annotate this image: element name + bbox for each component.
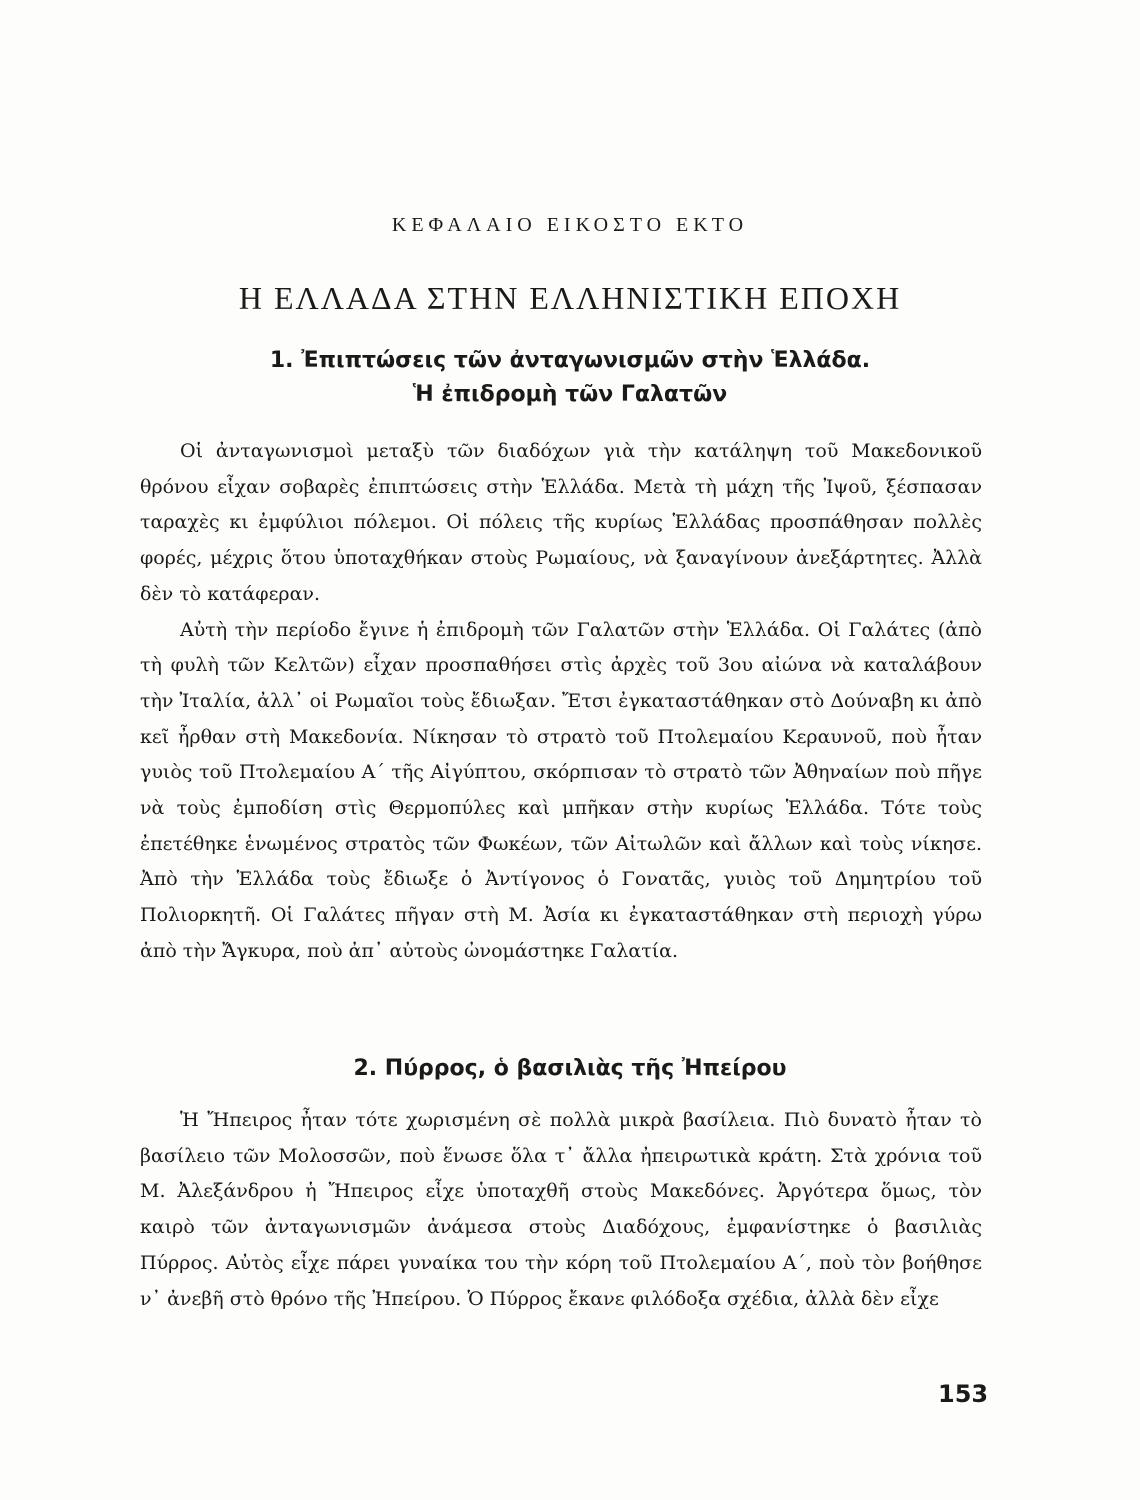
section-1-body	[140, 434, 982, 970]
page-number: 153	[938, 1380, 989, 1408]
paragraph: Αὐτὴ τὴν περίοδο ἔγινε ἡ ἐπιδρομὴ τῶν Γαλατῶν στὴν Ἑλλάδα. Οἱ Γαλάτες (ἀπὸ τὴ φυλὴ τῶν Κελτῶν) εἶχαν προσπαθήσει στὶς ἀρχὲς τοῦ 3ου αἰώνα νὰ καταλάβουν τὴν Ἰταλία, ἀλλ᾽ οἱ Ρωμαῖοι τοὺς ἔδιωξαν. Ἔτσι ἐγκαταστάθηκαν στὸ Δούναβη κι ἀπὸ κεῖ ἦρθαν στὴ Μακεδονία. Νίκησαν τὸ στρατὸ τοῦ Πτολεμαίου Κεραυνοῦ, ποὺ ἦταν γυιὸς τοῦ Πτολεμαίου Α΄ τῆς Αἰγύπτου, σκόρπισαν τὸ στρατὸ τῶν Ἀθηναίων ποὺ πῆγε νὰ τοὺς ἐμποδίση στὶς Θερμοπύλες καὶ μπῆκαν στὴν κυρίως Ἑλλάδα. Τότε τοὺς ἐπετέθηκε ἑνωμένος στρατὸς τῶν Φωκέων, τῶν Αἰτωλῶν καὶ ἄλλων καὶ τοὺς νίκησε. Ἀπὸ τὴν Ἑλλάδα τοὺς ἔδιωξε ὁ Ἀντίγονος ὁ Γονατᾶς, γυιὸς τοῦ Δημητρίου τοῦ Πολιορκητῆ. Οἱ Γαλάτες πῆγαν στὴ Μ. Ἀσία κι ἐγκαταστάθηκαν στὴ περιοχὴ γύρω ἀπὸ τὴν Ἄγκυρα, ποὺ ἀπ᾽ αὐτοὺς ὠνομάστηκε Γαλατία.	[140, 618, 982, 962]
section-2-body	[140, 1103, 982, 1317]
section-1-heading	[0, 344, 1140, 412]
chapter-label: ΚΕΦΑΛΑΙΟ ΕΙΚΟΣΤΟ ΕΚΤΟ	[391, 214, 749, 236]
section-2-heading: 2. Πύρρος, ὁ βασιλιὰς τῆς Ἠπείρου	[353, 1056, 787, 1081]
chapter-title: Η ΕΛΛΑΔΑ ΣΤΗΝ ΕΛΛΗΝΙΣΤΙΚΗ ΕΠΟΧΗ	[238, 280, 902, 316]
paragraph: Ἡ Ἤπειρος ἦταν τότε χωρισμένη σὲ πολλὰ μικρὰ βασίλεια. Πιὸ δυνατὸ ἦταν τὸ βασίλειο τῶν Μολοσσῶν, ποὺ ἕνωσε ὅλα τ᾽ ἄλλα ἠπειρωτικὰ κράτη. Στὰ χρόνια τοῦ Μ. Ἀλεξάνδρου ἡ Ἤπειρος εἶχε ὑποταχθῆ στοὺς Μακεδόνες. Ἀργότερα ὅμως, τὸν καιρὸ τῶν ἀνταγωνισμῶν ἀνάμεσα στοὺς Διαδόχους, ἐμφανίστηκε ὁ βασιλιὰς Πύρρος. Αὐτὸς εἶχε πάρει γυναίκα του τὴν κόρη τοῦ Πτολεμαίου Α΄, ποὺ τὸν βοήθησε ν᾽ ἀνεβῆ στὸ θρόνο τῆς Ἠπείρου. Ὁ Πύρρος ἔκανε φιλόδοξα σχέδια, ἀλλὰ δὲν εἶχε	[140, 1109, 982, 1310]
paragraph: Οἱ ἀνταγωνισμοὶ μεταξὺ τῶν διαδόχων γιὰ τὴν κατάληψη τοῦ Μακεδονικοῦ θρόνου εἶχαν σοβαρὲς ἐπιπτώσεις στὴν Ἑλλάδα. Μετὰ τὴ μάχη τῆς Ἰψοῦ, ξέσπασαν ταραχὲς κι ἐμφύλιοι πόλεμοι. Οἱ πόλεις τῆς κυρίως Ἑλλάδας προσπάθησαν πολλὲς φορές, μέχρις ὅτου ὑποταχθήκαν στοὺς Ρωμαίους, νὰ ξαναγίνουν ἀνεξάρτητες. Ἀλλὰ δὲν τὸ κατάφεραν.	[140, 440, 982, 605]
section-1-heading-line-2: Ἡ ἐπιδρομὴ τῶν Γαλατῶν	[412, 382, 728, 407]
section-1-heading-line-1: 1. Ἐπιπτώσεις τῶν ἀνταγωνισμῶν στὴν Ἑλλάδα.	[269, 348, 871, 373]
